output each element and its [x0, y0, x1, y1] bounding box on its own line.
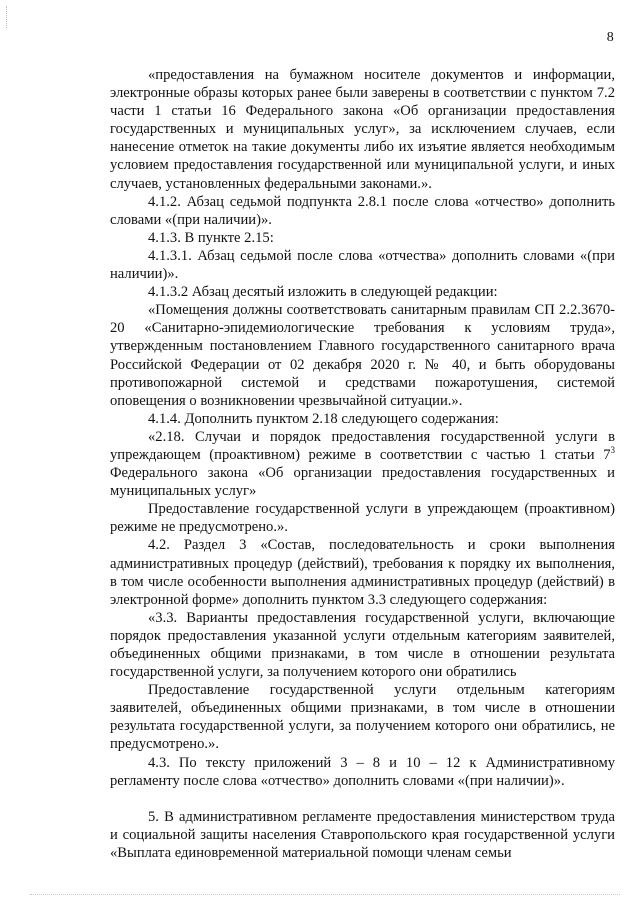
scan-bottom-dots	[30, 892, 620, 895]
paragraph-4-3: 4.3. По тексту приложений 3 – 8 и 10 – 12 к Административному регламенту после слова «отчество» дополнить словами «(при наличии)».	[110, 754, 615, 789]
paragraph-2-18	[110, 428, 615, 500]
paragraph-4-1-4: 4.1.4. Дополнить пунктом 2.18 следующего содержания:	[148, 410, 499, 427]
paragraph-3-3: «3.3. Варианты предоставления государственной услуги, включающие порядок предоставления указанной услуги отдельным категориям заявителей, объединенных общими признаками, в том числе в отношении результата государственной услуги, за получением которого они обратились	[110, 609, 615, 681]
paragraph-4-1-3: 4.1.3. В пункте 2.15:	[148, 229, 274, 246]
paragraph-2-18-text-end: Федерального закона «Об организации предоставления государственных и муниципальных услуг»	[110, 465, 615, 500]
paragraph-4-2: 4.2. Раздел 3 «Состав, последовательность и сроки выполнения административных процедур (действий), требования к порядку их выполнения, в том числе особенности выполнения административных процедур (действий) в электронной форме» дополнить пунктом 3.3 следующего содержания:	[110, 537, 615, 608]
paragraph-4-1-3-2: 4.1.3.2 Абзац десятый изложить в следующей редакции:	[148, 284, 498, 301]
paragraph-proactive-not-provided: Предоставление государственной услуги в упреждающем (проактивном) режиме не предусмотрено.».	[110, 501, 615, 536]
paragraph-2-18-text-start: «2.18. Случаи и порядок предоставления государственной услуги в упреждающем (проактивном) режиме в соответствии с частью 1 статьи 7	[110, 428, 615, 463]
page-number: 8	[606, 30, 614, 45]
paragraph-categories-not-provided: Предоставление государственной услуги отдельным категориям заявителей, объединенных общими признаками, в том числе в отношении результата государственной услуги, за получением которого они обратились, не предусмотрено.».	[110, 682, 615, 753]
superscript-3: 3	[610, 445, 615, 456]
document-body	[110, 66, 615, 862]
paragraph-4-1-2: 4.1.2. Абзац седьмой подпункта 2.8.1 после слова «отчество» дополнить словами «(при наличии)».	[110, 193, 615, 228]
paragraph-5: 5. В административном регламенте предоставления министерством труда и социальной защиты населения Ставропольского края государственной услуги «Выплата единовременной материальной помощи членам семьи	[110, 808, 615, 861]
scan-edge-marks	[6, 6, 9, 28]
paragraph-premises-requirements: «Помещения должны соответствовать санитарным правилам СП 2.2.3670-20 «Санитарно-эпидемиологические требования к условиям труда», утвержденным постановлением Главного государственного санитарного врача Российской Федерации от 02 декабря 2020 г. № 40, и быть оборудованы противопожарной системой и средствами пожаротушения, системой оповещения о возникновении чрезвычайной ситуации.».	[110, 302, 615, 409]
paragraph-4-1-3-1: 4.1.3.1. Абзац седьмой после слова «отчества» дополнить словами «(при наличии)».	[110, 247, 615, 283]
paragraph-quote-paper-documents: «предоставления на бумажном носителе документов и информации, электронные образы которых ранее были заверены в соответствии с пунктом 7.2 части 1 статьи 16 Федерального закона «Об организации предоставления государственных и муниципальных услуг», за исключением случаев, если нанесение отметок на такие документы либо их изъятие является необходимым условием предоставления государственной или муниципальной услуги, и иных случаев, установленных федеральными законами.».	[110, 67, 615, 192]
